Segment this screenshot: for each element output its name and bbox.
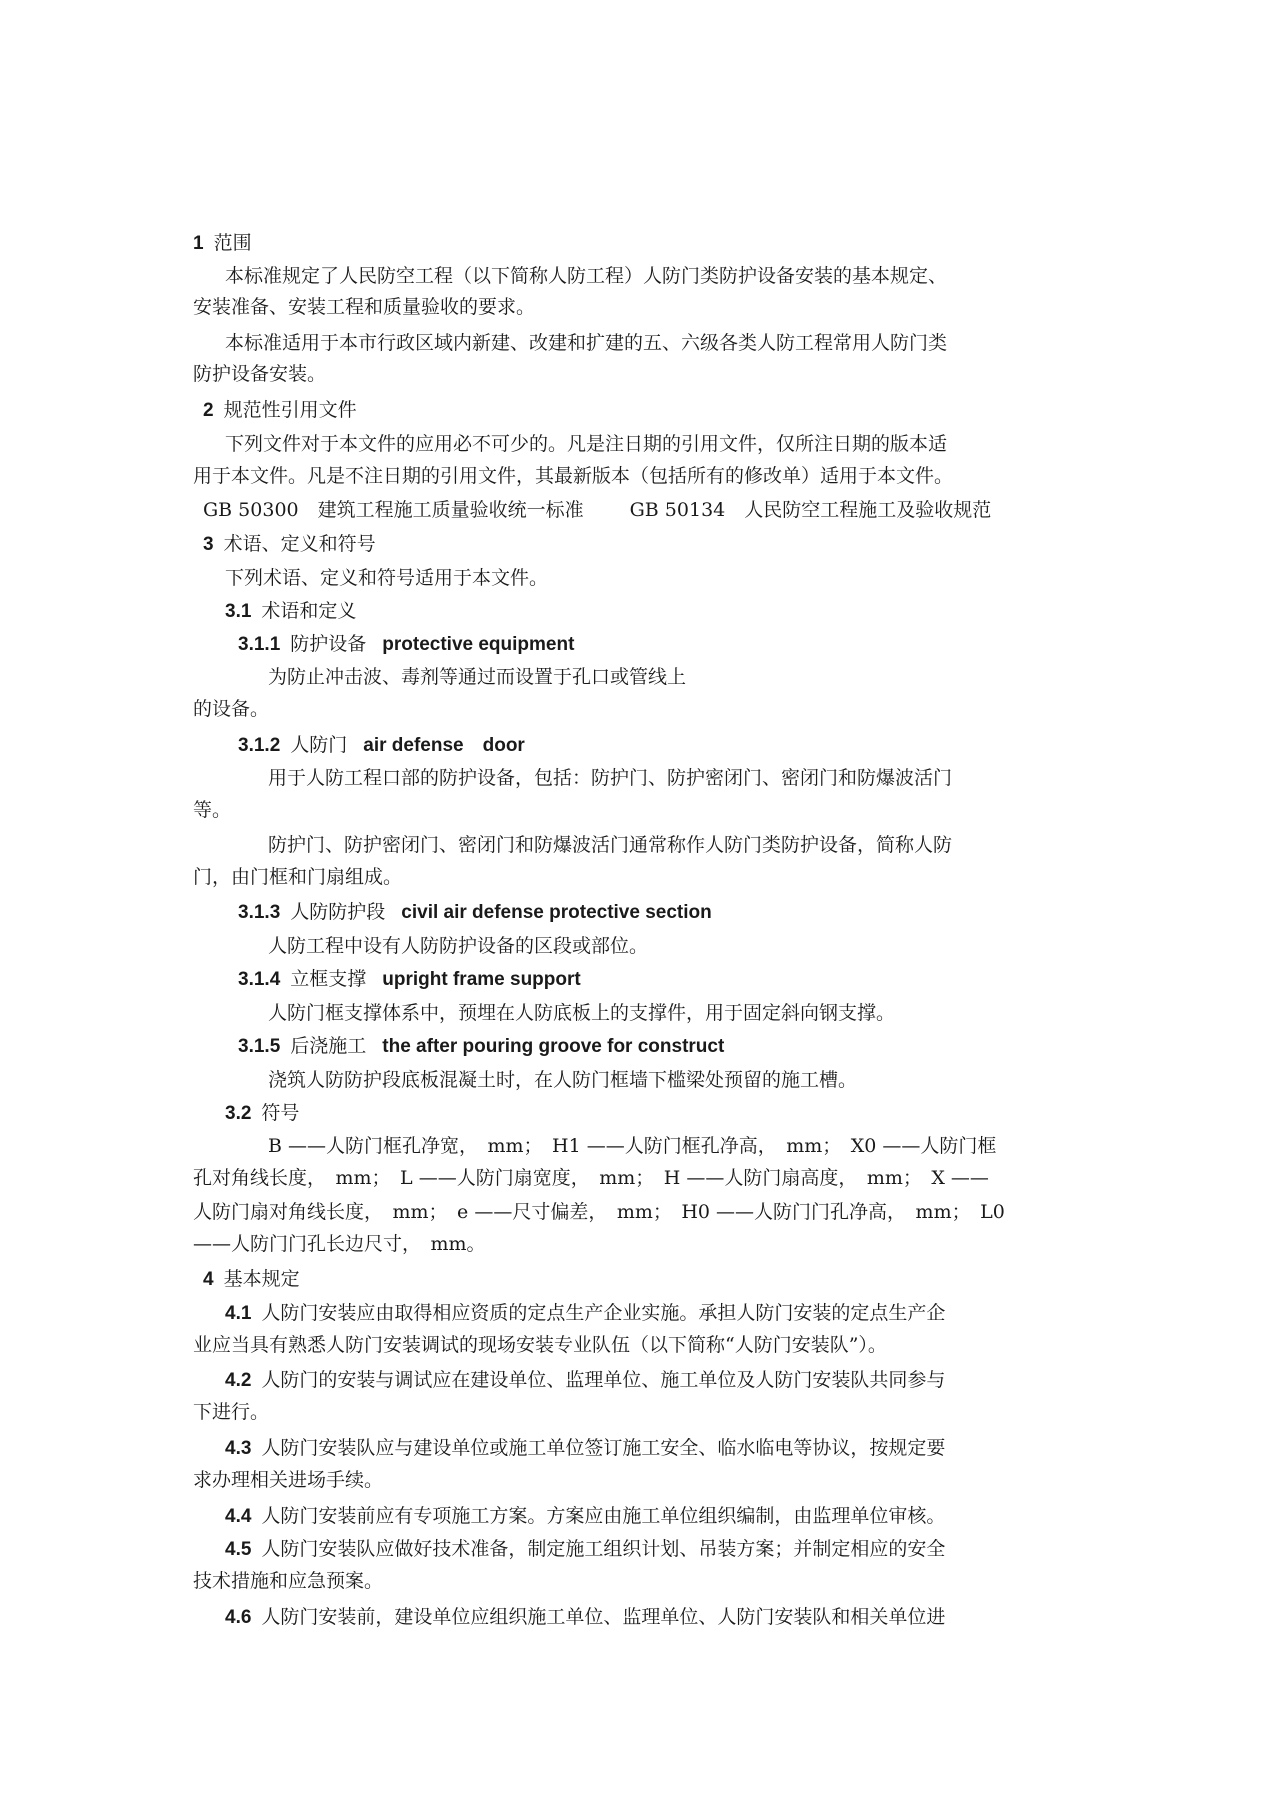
clause-text: 人防门的安装与调试应在建设单位、监理单位、施工单位及人防门安装队共同参与 (261, 1369, 946, 1391)
clause-number: 4.5 (225, 1539, 252, 1560)
term-english: the after pouring groove for construct (382, 1036, 725, 1057)
term-number: 3.1.3 (238, 902, 281, 923)
clause-line: 技术措施和应急预案。 (193, 1570, 384, 1592)
term-chinese: 人防门 (290, 734, 348, 756)
clause-4-6 (225, 1605, 945, 1630)
definition-line: 的设备。 (193, 698, 270, 720)
clause-number: 4.6 (225, 1607, 252, 1628)
paragraph-line: 下列术语、定义和符号适用于本文件。 (225, 567, 549, 589)
paragraph-line: 本标准规定了人民防空工程（以下简称人防工程）人防门类防护设备安装的基本规定、 (225, 265, 948, 287)
term-number: 3.1.1 (238, 634, 281, 655)
term-chinese: 防护设备 (290, 633, 367, 655)
term-chinese: 人防防护段 (290, 901, 386, 923)
paragraph-line: 安装准备、安装工程和质量验收的要求。 (193, 296, 536, 318)
clause-4-2 (225, 1368, 945, 1393)
term-3-1-3-heading (238, 900, 712, 925)
section-title: 基本规定 (223, 1268, 300, 1290)
term-chinese: 后浇施工 (290, 1035, 367, 1057)
term-3-1-2-heading (238, 733, 525, 758)
term-number: 3.1.5 (238, 1036, 281, 1057)
section-number: 3 (203, 534, 214, 555)
clause-text: 人防门安装队应与建设单位或施工单位签订施工安全、临水临电等协议，按规定要 (261, 1437, 946, 1459)
clause-text: 人防门安装前应有专项施工方案。方案应由施工单位组织编制，由监理单位审核。 (261, 1505, 946, 1527)
section-1-heading (193, 231, 252, 256)
section-title: 术语和定义 (261, 600, 357, 622)
paragraph-line: 用于本文件。凡是不注日期的引用文件，其最新版本（包括所有的修改单）适用于本文件。 (193, 465, 954, 487)
term-chinese: 立框支撑 (290, 968, 367, 990)
clause-4-3 (225, 1436, 945, 1461)
section-number: 2 (203, 400, 214, 421)
term-3-1-1-heading (238, 632, 574, 657)
paragraph-line: 防护设备安装。 (193, 363, 327, 385)
clause-text: 人防门安装应由取得相应资质的定点生产企业实施。承担人防门安装的定点生产企 (261, 1302, 946, 1324)
definition-line: 人防门框支撑体系中，预埋在人防底板上的支撑件，用于固定斜向钢支撑。 (268, 1002, 896, 1024)
definition-line: 浇筑人防防护段底板混凝土时，在人防门框墙下槛梁处预留的施工槽。 (268, 1069, 858, 1091)
symbols-line: ——人防门门孔长边尺寸， mm。 (193, 1233, 486, 1255)
subsection-3-1-heading (225, 599, 356, 624)
term-english: upright frame support (382, 969, 581, 990)
term-number: 3.1.2 (238, 735, 281, 756)
definition-line: 门，由门框和门扇组成。 (193, 866, 403, 888)
reference-gb50300: GB 50300 建筑工程施工质量验收统一标准 (203, 499, 584, 521)
clause-4-4 (225, 1504, 945, 1529)
term-english: protective equipment (382, 634, 575, 655)
clause-4-1 (225, 1301, 945, 1326)
definition-line: 防护门、防护密闭门、密闭门和防爆波活门通常称作人防门类防护设备，简称人防 (268, 834, 953, 856)
term-english: civil air defense protective section (401, 902, 712, 923)
subsection-3-2-heading (225, 1101, 299, 1126)
term-3-1-5-heading (238, 1034, 724, 1059)
clause-4-5 (225, 1537, 945, 1562)
section-title: 符号 (261, 1102, 300, 1124)
definition-line: 等。 (193, 799, 232, 821)
term-3-1-4-heading (238, 967, 581, 992)
clause-number: 4.3 (225, 1438, 252, 1459)
section-title: 术语、定义和符号 (223, 533, 376, 555)
section-2-heading (203, 398, 357, 423)
clause-text: 人防门安装队应做好技术准备，制定施工组织计划、吊装方案；并制定相应的安全 (261, 1538, 946, 1560)
term-english: air defense door (363, 735, 525, 756)
section-title: 范围 (213, 232, 252, 254)
clause-number: 4.4 (225, 1506, 252, 1527)
section-3-heading (203, 532, 376, 557)
term-number: 3.1.4 (238, 969, 281, 990)
section-number: 3.2 (225, 1103, 252, 1124)
symbols-line: B ——人防门框孔净宽， mm； H1 ——人防门框孔净高， mm； X0 ——人防门框 (268, 1135, 997, 1157)
clause-line: 下进行。 (193, 1401, 270, 1423)
section-number: 3.1 (225, 601, 252, 622)
clause-line: 求办理相关进场手续。 (193, 1469, 384, 1491)
definition-line: 人防工程中设有人防防护设备的区段或部位。 (268, 935, 649, 957)
symbols-line: 人防门扇对角线长度， mm； e ——尺寸偏差， mm； H0 ——人防门门孔净高， mm； L0 (193, 1201, 1005, 1223)
clause-line: 业应当具有熟悉人防门安装调试的现场安装专业队伍（以下简称“人防门安装队”）。 (193, 1334, 887, 1356)
section-number: 4 (203, 1269, 214, 1290)
symbols-line: 孔对角线长度， mm； L ——人防门扇宽度， mm； H ——人防门扇高度， mm； X —— (193, 1167, 989, 1189)
clause-number: 4.1 (225, 1303, 252, 1324)
section-number: 1 (193, 233, 204, 254)
paragraph-line: 本标准适用于本市行政区域内新建、改建和扩建的五、六级各类人防工程常用人防门类 (225, 332, 948, 354)
clause-number: 4.2 (225, 1370, 252, 1391)
section-4-heading (203, 1267, 300, 1292)
paragraph-line: 下列文件对于本文件的应用必不可少的。凡是注日期的引用文件，仅所注日期的版本适 (225, 433, 948, 455)
clause-text: 人防门安装前，建设单位应组织施工单位、监理单位、人防门安装队和相关单位进 (261, 1606, 946, 1628)
section-title: 规范性引用文件 (223, 399, 357, 421)
reference-gb50134: GB 50134 人民防空工程施工及验收规范 (629, 499, 992, 521)
reference-list (203, 498, 991, 522)
definition-line: 用于人防工程口部的防护设备，包括：防护门、防护密闭门、密闭门和防爆波活门 (268, 767, 953, 789)
definition-line: 为防止冲击波、毒剂等通过而设置于孔口或管线上 (268, 666, 687, 688)
